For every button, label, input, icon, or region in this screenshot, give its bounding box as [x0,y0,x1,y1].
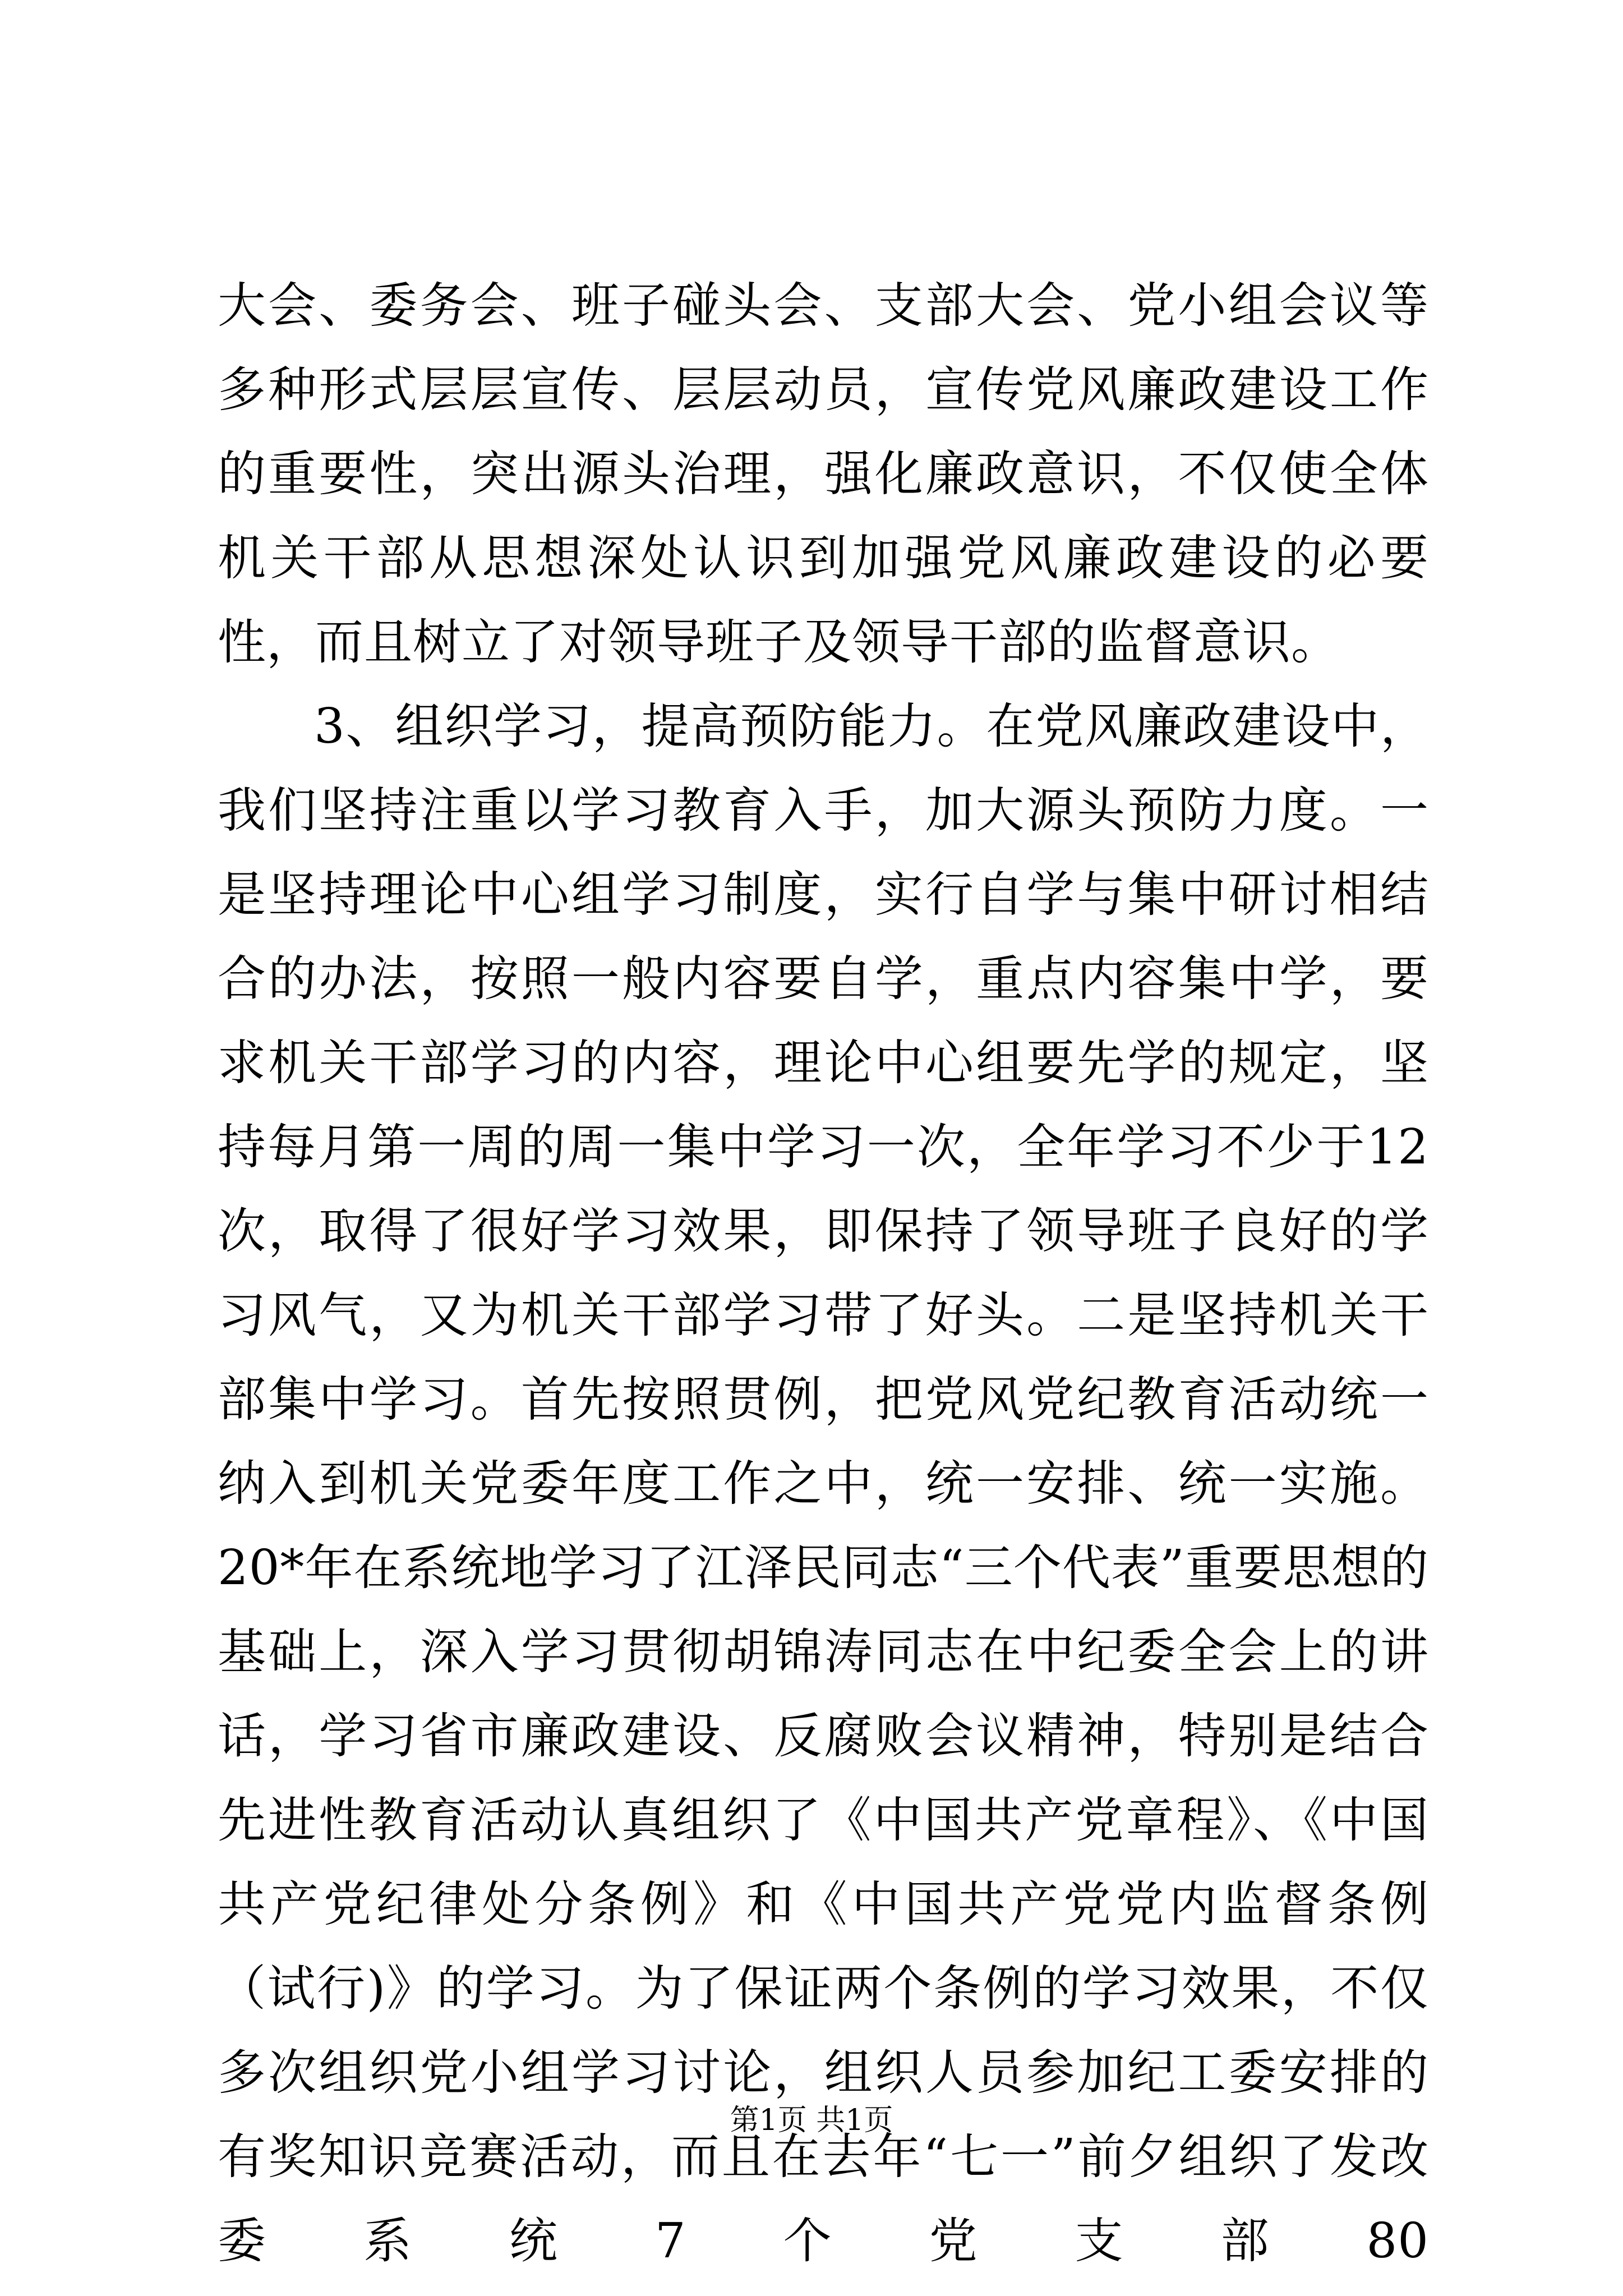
paragraph-2: 3、组织学习，提高预防能力。在党风廉政建设中，我们坚持注重以学习教育入手，加大源头预防力度。一是坚持理论中心组学习制度，实行自学与集中研讨相结合的办法，按照一般内容要自学，重点内容集中学，要求机关干部学习的内容，理论中心组要先学的规定，坚持每月第一周的周一集中学习一次，全年学习不少于12次，取得了很好学习效果，即保持了领导班子良好的学习风气，又为机关干部学习带了好头。二是坚持机关干部集中学习。首先按照贯例，把党风党纪教育活动统一纳入到机关党委年度工作之中，统一安排、统一实施。20*年在系统地学习了江泽民同志“三个代表”重要思想的基础上，深入学习贯彻胡锦涛同志在中纪委全会上的讲话，学习省市廉政建设、反腐败会议精神，特别是结合先进性教育活动认真组织了《中国共产党章程》、《中国共产党纪律处分条例》和《中国共产党党内监督条例（试行)》的学习。为了保证两个条例的学习效果，不仅多次组织党小组学习讨论，组织人员参加纪工委安排的有奖知识竞赛活动，而且在去年“七一”前夕组织了发改委系统7个党支部80 [218,698,1429,2269]
page-number-label: 第1页 共1页 [730,2104,893,2137]
paragraph-1: 大会、委务会、班子碰头会、支部大会、党小组会议等多种形式层层宣传、层层动员，宣传党风廉政建设工作的重要性，突出源头治理，强化廉政意识，不仅使全体机关干部从思想深处认识到加强党风廉政建设的必要性，而且树立了对领导班子及领导干部的监督意识。 [218,278,1429,670]
page-footer [0,2101,1623,2140]
body-text [218,264,1429,2283]
